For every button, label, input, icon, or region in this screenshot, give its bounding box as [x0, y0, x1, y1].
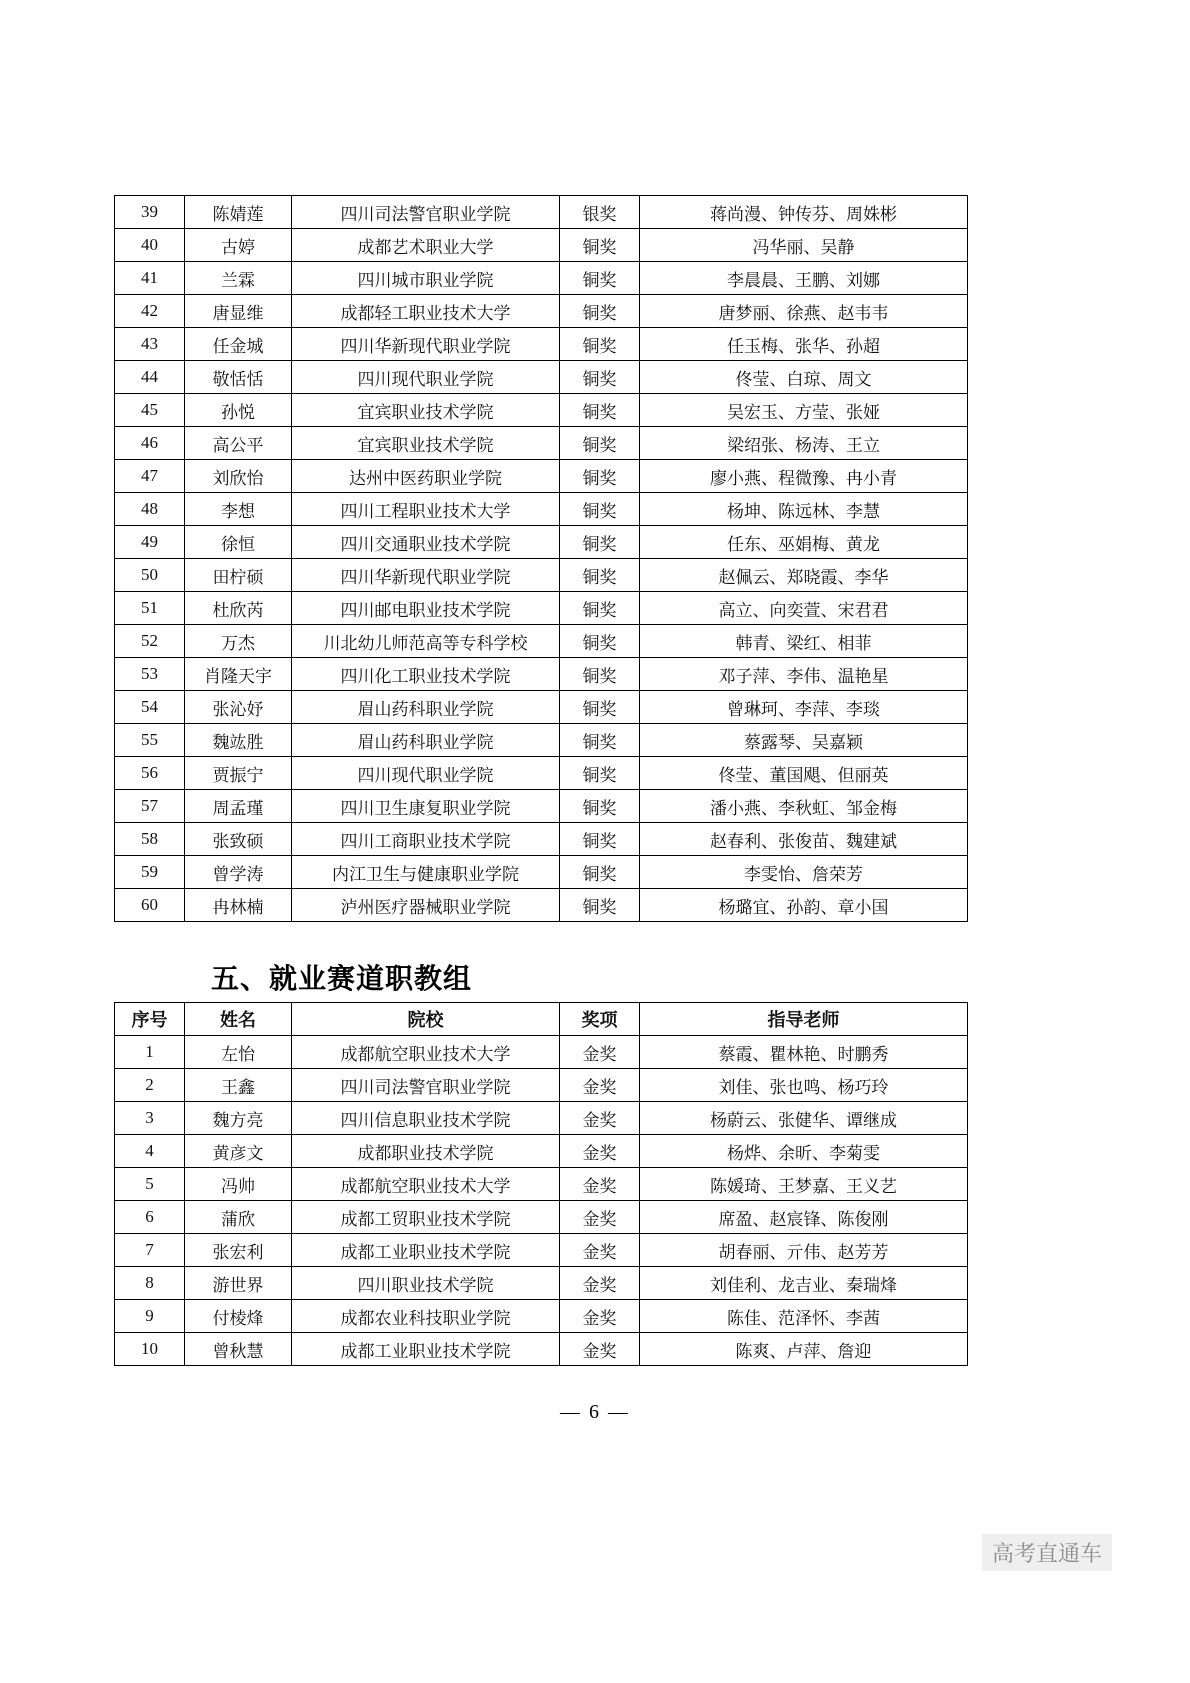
table-row — [115, 1168, 968, 1201]
table-cell: 四川职业技术学院 — [292, 1267, 560, 1300]
column-header: 院校 — [292, 1003, 560, 1036]
table-cell: 陈爽、卢萍、詹迎 — [640, 1333, 968, 1366]
table-cell: 古婷 — [185, 229, 292, 262]
table-cell: 李想 — [185, 493, 292, 526]
table-cell: 蔡霞、瞿林艳、时鹏秀 — [640, 1036, 968, 1069]
table-cell: 达州中医药职业学院 — [292, 460, 560, 493]
table-cell: 金奖 — [560, 1135, 640, 1168]
award-table-continued-body — [115, 196, 968, 922]
table-cell: 铜奖 — [560, 592, 640, 625]
table-cell: 席盈、赵宸锋、陈俊刚 — [640, 1201, 968, 1234]
watermark-badge: 高考直通车 — [982, 1534, 1112, 1571]
table-cell: 铜奖 — [560, 790, 640, 823]
table-cell: 成都艺术职业大学 — [292, 229, 560, 262]
table-cell: 铜奖 — [560, 526, 640, 559]
table-cell: 孙悦 — [185, 394, 292, 427]
table-cell: 徐恒 — [185, 526, 292, 559]
table-row — [115, 394, 968, 427]
table-row — [115, 1069, 968, 1102]
table-row — [115, 196, 968, 229]
table-cell: 泸州医疗器械职业学院 — [292, 889, 560, 922]
table-cell: 刘佳、张也鸣、杨巧玲 — [640, 1069, 968, 1102]
column-header: 姓名 — [185, 1003, 292, 1036]
table-row — [115, 592, 968, 625]
table-cell: 7 — [115, 1234, 185, 1267]
table-cell: 四川华新现代职业学院 — [292, 328, 560, 361]
table-cell: 万杰 — [185, 625, 292, 658]
table-row — [115, 1333, 968, 1366]
table-cell: 刘佳利、龙吉业、秦瑞烽 — [640, 1267, 968, 1300]
table-cell: 李雯怡、詹荣芳 — [640, 856, 968, 889]
table-cell: 铜奖 — [560, 757, 640, 790]
table-cell: 潘小燕、李秋虹、邹金梅 — [640, 790, 968, 823]
table-row — [115, 889, 968, 922]
table-cell: 金奖 — [560, 1267, 640, 1300]
column-header: 指导老师 — [640, 1003, 968, 1036]
table-cell: 银奖 — [560, 196, 640, 229]
table-row — [115, 1201, 968, 1234]
table-cell: 四川工程职业技术大学 — [292, 493, 560, 526]
table-cell: 韩青、梁红、相菲 — [640, 625, 968, 658]
table-cell: 铜奖 — [560, 328, 640, 361]
table-cell: 冯华丽、吴静 — [640, 229, 968, 262]
table-cell: 金奖 — [560, 1234, 640, 1267]
table-row — [115, 559, 968, 592]
table-cell: 53 — [115, 658, 185, 691]
table-cell: 陈婧莲 — [185, 196, 292, 229]
table-row — [115, 427, 968, 460]
table-row — [115, 1267, 968, 1300]
table-cell: 黄彦文 — [185, 1135, 292, 1168]
table-cell: 杨烨、余昕、李菊雯 — [640, 1135, 968, 1168]
table-cell: 四川现代职业学院 — [292, 361, 560, 394]
table-cell: 金奖 — [560, 1168, 640, 1201]
table-cell: 杜欣芮 — [185, 592, 292, 625]
table-row — [115, 658, 968, 691]
table-cell: 张宏利 — [185, 1234, 292, 1267]
table-cell: 高立、向奕萱、宋君君 — [640, 592, 968, 625]
table-cell: 10 — [115, 1333, 185, 1366]
table-cell: 曾学涛 — [185, 856, 292, 889]
table-cell: 四川卫生康复职业学院 — [292, 790, 560, 823]
table-cell: 55 — [115, 724, 185, 757]
table-cell: 四川邮电职业技术学院 — [292, 592, 560, 625]
table-cell: 58 — [115, 823, 185, 856]
table-cell: 铜奖 — [560, 724, 640, 757]
table-row — [115, 691, 968, 724]
table-cell: 曾琳珂、李萍、李琰 — [640, 691, 968, 724]
table-cell: 杨坤、陈远林、李慧 — [640, 493, 968, 526]
table-row — [115, 1036, 968, 1069]
table-cell: 张沁妤 — [185, 691, 292, 724]
table-row — [115, 493, 968, 526]
table-cell: 45 — [115, 394, 185, 427]
table-cell: 4 — [115, 1135, 185, 1168]
table-cell: 铜奖 — [560, 889, 640, 922]
table-header — [115, 1003, 968, 1036]
table-cell: 57 — [115, 790, 185, 823]
column-header: 序号 — [115, 1003, 185, 1036]
table-cell: 四川化工职业技术学院 — [292, 658, 560, 691]
table-row — [115, 823, 968, 856]
table-cell: 42 — [115, 295, 185, 328]
table-cell: 成都农业科技职业学院 — [292, 1300, 560, 1333]
table-cell: 陈佳、范泽怀、李茜 — [640, 1300, 968, 1333]
table-cell: 胡春丽、亓伟、赵芳芳 — [640, 1234, 968, 1267]
table-cell: 冉林楠 — [185, 889, 292, 922]
table-cell: 56 — [115, 757, 185, 790]
table-row — [115, 790, 968, 823]
table-cell: 金奖 — [560, 1069, 640, 1102]
table-cell: 成都轻工职业技术大学 — [292, 295, 560, 328]
table-cell: 任金城 — [185, 328, 292, 361]
table-cell: 杨蔚云、张健华、谭继成 — [640, 1102, 968, 1135]
table-cell: 付棱烽 — [185, 1300, 292, 1333]
table-cell: 李晨晨、王鹏、刘娜 — [640, 262, 968, 295]
table-row — [115, 856, 968, 889]
table-row — [115, 1102, 968, 1135]
table-cell: 廖小燕、程微豫、冉小青 — [640, 460, 968, 493]
table-cell: 成都职业技术学院 — [292, 1135, 560, 1168]
table-cell: 铜奖 — [560, 691, 640, 724]
table-cell: 四川城市职业学院 — [292, 262, 560, 295]
table-cell: 魏方亮 — [185, 1102, 292, 1135]
table-cell: 金奖 — [560, 1333, 640, 1366]
table-cell: 梁绍张、杨涛、王立 — [640, 427, 968, 460]
table-cell: 金奖 — [560, 1102, 640, 1135]
table-cell: 赵佩云、郑晓霞、李华 — [640, 559, 968, 592]
table-cell: 四川信息职业技术学院 — [292, 1102, 560, 1135]
table-cell: 成都航空职业技术大学 — [292, 1168, 560, 1201]
table-cell: 四川工商职业技术学院 — [292, 823, 560, 856]
table-cell: 四川司法警官职业学院 — [292, 196, 560, 229]
table-row — [115, 757, 968, 790]
table-cell: 田柠硕 — [185, 559, 292, 592]
table-cell: 蔡露琴、吴嘉颖 — [640, 724, 968, 757]
table-cell: 9 — [115, 1300, 185, 1333]
table-row — [115, 229, 968, 262]
table-cell: 铜奖 — [560, 394, 640, 427]
table-cell: 铜奖 — [560, 559, 640, 592]
table-cell: 眉山药科职业学院 — [292, 724, 560, 757]
table-cell: 6 — [115, 1201, 185, 1234]
table-row — [115, 1300, 968, 1333]
table-cell: 蒲欣 — [185, 1201, 292, 1234]
award-table-continued — [114, 195, 968, 922]
table-cell: 刘欣怡 — [185, 460, 292, 493]
table-cell: 唐显维 — [185, 295, 292, 328]
table-row — [115, 295, 968, 328]
table-cell: 兰霖 — [185, 262, 292, 295]
table-cell: 铜奖 — [560, 229, 640, 262]
table-cell: 51 — [115, 592, 185, 625]
table-cell: 魏竑胜 — [185, 724, 292, 757]
table-cell: 39 — [115, 196, 185, 229]
table-cell: 3 — [115, 1102, 185, 1135]
table-cell: 王鑫 — [185, 1069, 292, 1102]
table-cell: 眉山药科职业学院 — [292, 691, 560, 724]
table-cell: 成都工业职业技术学院 — [292, 1234, 560, 1267]
table-cell: 杨璐宜、孙韵、章小国 — [640, 889, 968, 922]
table-cell: 游世界 — [185, 1267, 292, 1300]
table-cell: 52 — [115, 625, 185, 658]
table-cell: 2 — [115, 1069, 185, 1102]
table-cell: 成都航空职业技术大学 — [292, 1036, 560, 1069]
table-cell: 60 — [115, 889, 185, 922]
table-cell: 47 — [115, 460, 185, 493]
table-cell: 5 — [115, 1168, 185, 1201]
table-cell: 铜奖 — [560, 295, 640, 328]
table-cell: 左怡 — [185, 1036, 292, 1069]
table-cell: 邓子萍、李伟、温艳星 — [640, 658, 968, 691]
table-cell: 铜奖 — [560, 823, 640, 856]
table-cell: 48 — [115, 493, 185, 526]
table-cell: 成都工业职业技术学院 — [292, 1333, 560, 1366]
table-cell: 任玉梅、张华、孙超 — [640, 328, 968, 361]
table-cell: 1 — [115, 1036, 185, 1069]
table-cell: 宜宾职业技术学院 — [292, 394, 560, 427]
table-cell: 赵春利、张俊苗、魏建斌 — [640, 823, 968, 856]
section-heading: 五、就业赛道职教组 — [211, 963, 473, 994]
table-cell: 四川现代职业学院 — [292, 757, 560, 790]
table-cell: 金奖 — [560, 1201, 640, 1234]
table-cell: 宜宾职业技术学院 — [292, 427, 560, 460]
table-cell: 46 — [115, 427, 185, 460]
table-cell: 59 — [115, 856, 185, 889]
column-header: 奖项 — [560, 1003, 640, 1036]
table-cell: 贾振宁 — [185, 757, 292, 790]
table-cell: 41 — [115, 262, 185, 295]
table-cell: 金奖 — [560, 1036, 640, 1069]
table-cell: 敬恬恬 — [185, 361, 292, 394]
table-cell: 铜奖 — [560, 460, 640, 493]
table-cell: 佟莹、白琼、周文 — [640, 361, 968, 394]
table-cell: 曾秋慧 — [185, 1333, 292, 1366]
table-cell: 四川华新现代职业学院 — [292, 559, 560, 592]
table-row — [115, 724, 968, 757]
table-cell: 冯帅 — [185, 1168, 292, 1201]
table-row — [115, 328, 968, 361]
table-cell: 44 — [115, 361, 185, 394]
table-cell: 蒋尚漫、钟传芬、周姝彬 — [640, 196, 968, 229]
table-cell: 唐梦丽、徐燕、赵韦韦 — [640, 295, 968, 328]
table-cell: 任东、巫娟梅、黄龙 — [640, 526, 968, 559]
table-cell: 铜奖 — [560, 493, 640, 526]
table-cell: 吴宏玉、方莹、张娅 — [640, 394, 968, 427]
table-cell: 50 — [115, 559, 185, 592]
table-cell: 金奖 — [560, 1300, 640, 1333]
table-header-row — [115, 1003, 968, 1036]
table-row — [115, 460, 968, 493]
table-cell: 四川交通职业技术学院 — [292, 526, 560, 559]
table-cell: 内江卫生与健康职业学院 — [292, 856, 560, 889]
table-cell: 四川司法警官职业学院 — [292, 1069, 560, 1102]
page-number — [0, 1401, 1190, 1424]
table-row — [115, 526, 968, 559]
table-cell: 肖隆天宇 — [185, 658, 292, 691]
table-cell: 54 — [115, 691, 185, 724]
award-table-employment-vocational — [114, 1002, 968, 1366]
table-cell: 铜奖 — [560, 625, 640, 658]
table-row — [115, 1234, 968, 1267]
table-cell: 40 — [115, 229, 185, 262]
table-row — [115, 361, 968, 394]
table-row — [115, 1135, 968, 1168]
table-row — [115, 625, 968, 658]
table-row — [115, 262, 968, 295]
table-cell: 8 — [115, 1267, 185, 1300]
table-cell: 铜奖 — [560, 262, 640, 295]
table-cell: 43 — [115, 328, 185, 361]
table-cell: 高公平 — [185, 427, 292, 460]
table-cell: 铜奖 — [560, 856, 640, 889]
table-cell: 张致硕 — [185, 823, 292, 856]
table-cell: 川北幼儿师范高等专科学校 — [292, 625, 560, 658]
table-cell: 周孟瑾 — [185, 790, 292, 823]
table-cell: 陈媛琦、王梦嘉、王义艺 — [640, 1168, 968, 1201]
table-cell: 铜奖 — [560, 658, 640, 691]
table-cell: 佟莹、董国飓、但丽英 — [640, 757, 968, 790]
award-table-employment-body — [115, 1036, 968, 1366]
table-cell: 铜奖 — [560, 361, 640, 394]
table-cell: 49 — [115, 526, 185, 559]
page-number-text: — 6 — — [560, 1401, 630, 1423]
table-cell: 铜奖 — [560, 427, 640, 460]
table-cell: 成都工贸职业技术学院 — [292, 1201, 560, 1234]
